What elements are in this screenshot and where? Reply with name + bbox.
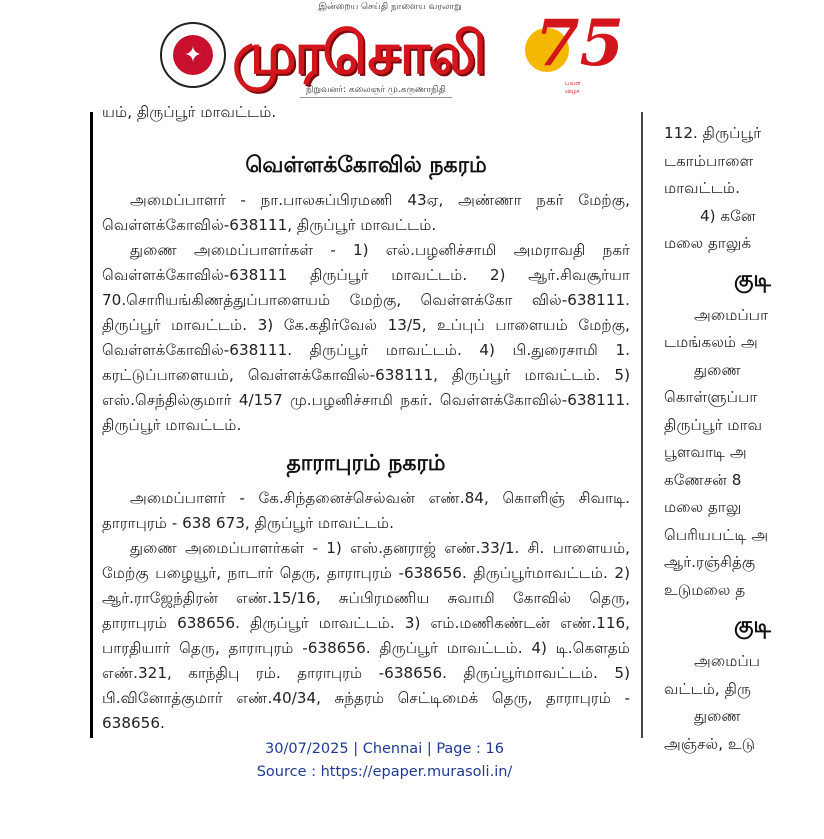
- right-heading: குடி: [734, 266, 771, 292]
- right-line: டமங்கலம் அ: [664, 333, 758, 351]
- right-line: மலை தாலுக்: [664, 234, 752, 252]
- right-line: அமைப்பா: [694, 305, 769, 324]
- right-line: மாவட்டம்.: [664, 179, 740, 197]
- right-line: டகாம்பாளை: [664, 151, 754, 170]
- paragraph-vellakovil-deputies: துணை அமைப்பாளர்கள் - 1) எல்.பழனிச்சாமி அமராவதி நகர் வெள்ளக்கோவில்-638111 திருப்பூர் மாவட்டம். 2) ஆர்.சிவசூர்யா 70.சொரியங்கிணத்துப்பாளையம் மேற்கு, வெள்ளக்கோ வில்-638111. திருப்பூர் மாவட்டம். 3) கே.கதிர்வேல் 13/5, உப்புப் பாளையம் மேற்கு, வெள்ளக்கோவில்-638111. திருப்பூர் மாவட்டம். 4) பி.துரைசாமி 1. கரட்டுப்பாளையம், வெள்ளக்கோவில்-638111, திருப்பூர் மாவட்டம். 5) எஸ்.செந்தில்குமார் 4/157 மு.பழனிச்சாமி நகர். வெள்ளக்கோவில்-638111. திருப்பூர் மாவட்டம்.: [102, 241, 630, 434]
- right-line: கொள்ளுப்பா: [664, 388, 758, 406]
- right-line: துணை: [694, 707, 741, 725]
- right-line: கணேசன் 8: [664, 470, 742, 489]
- main-flow: [102, 144, 630, 736]
- right-line: துணை: [694, 360, 741, 379]
- masthead-tagline: இன்றைய செய்தி நாளைய வரலாறு: [318, 2, 462, 12]
- footer-date-line: 30/07/2025 | Chennai | Page : 16: [265, 741, 504, 757]
- right-line: உடுமலை த: [664, 580, 746, 599]
- right-line: அமைப்ப: [694, 652, 761, 670]
- right-line: வட்டம், திரு: [664, 679, 752, 698]
- right-line: அஞ்சல், உடு: [664, 734, 756, 753]
- right-line: 4) கனே: [700, 206, 756, 225]
- right-line: மலை தாலு: [664, 498, 742, 516]
- party-emblem-icon: [160, 22, 226, 88]
- column-rule-left: [90, 112, 93, 738]
- right-heading: குடி: [734, 613, 771, 638]
- section-heading-dharapuram: தாராபுரம் நகரம்: [286, 451, 446, 476]
- column-rule-right: [641, 112, 643, 738]
- paragraph-dharapuram-deputies: துணை அமைப்பாளர்கள் - 1) எஸ்.தனராஜ் எண்.33/1. சி. பாளையம், மேற்கு பழையூர், நாடார் தெரு, தாராபுரம் -638656. திருப்பூர்மாவட்டம். 2) ஆர்.ராஜேந்திரன் எண்.15/16, சுப்பிரமணிய சுவாமி கோவில் தெரு, தாராபுரம் 638656. திருப்பூர் மாவட்டம். 3) எம்.மணிகண்டன் எண்.116, பாரதியார் தெரு, தாராபுரம் -638656. திருப்பூர் மாவட்டம். 4) டி.கௌதம் எண்.321, காந்திபு ரம். தாராபுரம் -638656. திருப்பூர்மாவட்டம். 5) பி.வினோத்குமார் எண்.40/34, சுந்தரம் செட்டிமைக் தெரு, தாராபுரம் - 638656.: [102, 539, 630, 732]
- section-heading-vellakovil: வெள்ளக்கோவில் நகரம்: [245, 153, 487, 178]
- anniversary-number: 75: [535, 6, 625, 81]
- footer-source-link[interactable]: Source : https://epaper.murasoli.in/: [256, 764, 513, 780]
- main-column: [102, 103, 630, 738]
- right-column-cropped: [664, 112, 771, 753]
- paragraph-vellakovil-organiser: அமைப்பாளர் - நா.பாலசுப்பிரமணி 43ஏ, அண்ணா நகர் மேற்கு, வெள்ளக்கோவில்-638111, திருப்பூர் மாவட்டம்.: [102, 191, 630, 234]
- newspaper-logo: முரசொலி: [232, 19, 485, 87]
- masthead: [0, 0, 769, 110]
- anniversary-badge: [525, 6, 625, 95]
- paragraph-dharapuram-organiser: அமைப்பாளர் - கே.சிந்தனைச்செல்வன் எண்.84, கொளிஞ் சிவாடி. தாராபுரம் - 638 673, திருப்பூர் மாவட்டம்.: [102, 489, 630, 532]
- right-line: பூளவாடி அ: [664, 443, 747, 461]
- emblem-center: ✦: [173, 35, 213, 75]
- right-line: 112. திருப்பூர்: [664, 124, 762, 142]
- anniversary-text: பவள விழா: [565, 80, 581, 95]
- footer: [0, 738, 769, 784]
- right-flow: [664, 120, 824, 758]
- right-line: ஆர்.ரஞ்சித்கு: [664, 553, 756, 571]
- right-line: பெரியபட்டி அ: [664, 525, 769, 544]
- cut-top-line: யம், திருப்பூர் மாவட்டம்.: [102, 103, 277, 121]
- right-line: திருப்பூர் மாவ: [664, 415, 763, 434]
- founder-line: நிறுவனர்: கலைஞர் மு.கருணாநிதி: [300, 85, 452, 98]
